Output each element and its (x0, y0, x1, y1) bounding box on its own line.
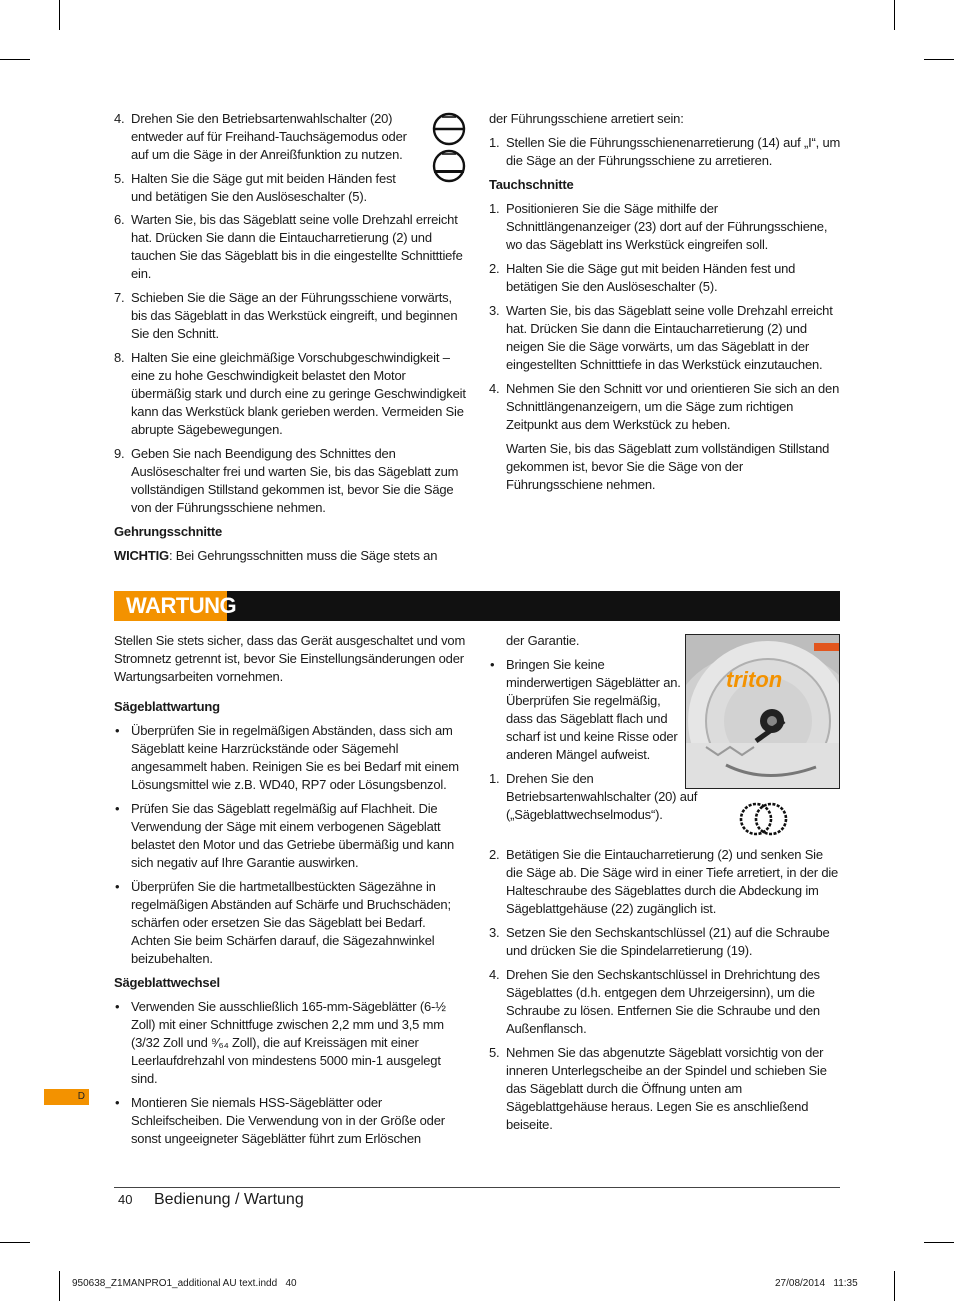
footer-section-title: Bedienung / Wartung (154, 1191, 304, 1208)
list-item-text: Setzen Sie den Sechskantschlüssel (21) auf die Schraube und drücken Sie die Spindelarretierung (19). (506, 925, 830, 958)
bullet-icon: • (115, 1095, 120, 1110)
list-item: 4. Drehen Sie den Sechskantschlüssel in Drehrichtung des Sägeblattes (d.h. entgegen dem Uhrzeigersinn), um die Schraube zu lösen. Entfernen Sie die Schraube und den Außenflansch. (489, 967, 820, 1036)
list-item: 4. Drehen Sie den Betriebsartenwahlschalter (20) entweder auf für Freihand-Tauchsägemodus oder auf um die Säge in der Anreißfunktion zu nutzen. (114, 111, 407, 162)
list-item-text: Halten Sie die Säge gut mit beiden Händen fest und betätigen Sie den Auslöseschalter (5). (131, 171, 396, 204)
footer-rule (114, 1187, 840, 1188)
crop-mark (924, 1242, 954, 1243)
list-item: 2. Betätigen Sie die Eintaucharretierung (2) und senken Sie die Säge ab. Die Säge wird in einer Tiefe arretiert, in der die Halteschraube des Sägeblattes durch die Abdeckung im Sägeblattgehäuse (22) zugänglich ist. (489, 847, 839, 916)
section-heading: Sägeblattwartung (114, 699, 220, 714)
page-number: 40 (118, 1192, 133, 1207)
bottom-right-upper (489, 632, 698, 830)
important-text: : Bei Gehrungsschnitten muss die Säge stets an (168, 548, 438, 563)
list-item-text: Betätigen Sie die Eintaucharretierung (2) und senken Sie die Säge ab. Die Säge wird in einer Tiefe arretiert, in der die Halteschraube des Sägeblattes durch die Abdeckung im Sägeblattgehäuse (22) zugänglich ist. (506, 847, 839, 916)
top-right-column (489, 110, 841, 500)
list-item-text: Halten Sie eine gleichmäßige Vorschubgeschwindigkeit – eine zu hohe Geschwindigkeit belastet den Motor übermäßig stark und durch eine zu geringe Geschwindigkeit kann das Werkstück blank gerieben werden. Vermeiden Sie abrupte Sägebewegungen. (131, 350, 466, 437)
bullet-text: Verwenden Sie ausschließlich 165-mm-Sägeblätter (6-½ Zoll) mit einer Schnittfuge zwischen 2,2 mm und 3,5 mm (3/32 Zoll und ⁹⁄₆₄ Zoll), die auf Kreissägen mit einer Leerlaufdrehzahl von mindestens 5000 min-1 ausgelegt sind. (131, 999, 446, 1086)
bullet-item (114, 878, 466, 968)
list-item-text: Nehmen Sie den Schnitt vor und orientieren Sie sich an den Schnittlängenanzeigern, um die Säge zum richtigen Zeitpunkt aus dem Werkstück zu heben. (506, 381, 840, 432)
list-item: 7. Schieben Sie die Säge an der Führungsschiene vorwärts, bis das Sägeblatt in das Werkstück eingreift, und beginnen Sie den Schnitt. (114, 290, 458, 341)
list-item: 8. Halten Sie eine gleichmäßige Vorschubgeschwindigkeit – eine zu hohe Geschwindigkeit belastet den Motor übermäßig stark und durch eine zu geringe Geschwindigkeit kann das Werkstück blank gerieben werden. Vermeiden Sie abrupte Sägebewegungen. (114, 350, 466, 437)
bullet-item (114, 1094, 466, 1148)
list-item-text: Nehmen Sie das abgenutzte Sägeblatt vorsichtig von der inneren Unterlegscheibe an der Spindel und schieben Sie das Sägeblatt durch die Öffnung unten am Sägeblattgehäuse heraus. Legen Sie es anschließend beiseite. (506, 1045, 827, 1132)
bullet-text: Bringen Sie keine minderwertigen Sägeblätter an. Überprüfen Sie regelmäßig, dass das Sägeblatt flach und scharf ist und keine Risse oder anderen Mängel aufweist. (506, 657, 681, 762)
list-item: 2. Halten Sie die Säge gut mit beiden Händen fest und betätigen Sie den Auslöseschalter (5). (489, 261, 796, 294)
crop-mark (894, 1271, 895, 1301)
list-item: 3. Setzen Sie den Sechskantschlüssel (21) auf die Schraube und drücken Sie die Spindelarretierung (19). (489, 925, 830, 958)
bullet-icon: • (115, 879, 120, 894)
list-item: 5. Halten Sie die Säge gut mit beiden Händen fest und betätigen Sie den Auslöseschalter (5). (114, 171, 396, 204)
list-item-text: Warten Sie, bis das Sägeblatt seine volle Drehzahl erreicht hat. Drücken Sie dann die Eintaucharretierung (2) und neigen Sie die Säge vorwärts, um das Sägeblatt in der eingestellten Schnitttiefe in das Werkstück einzutauchen. (506, 303, 833, 372)
bullet-text: Prüfen Sie das Sägeblatt regelmäßig auf Flachheit. Die Verwendung der Säge mit einem verbogenen Sägeblatt belastet den Motor und das Getriebe übermäßig und kann sich negativ auf Ihre Garantie auswirken. (131, 801, 455, 870)
bullet-text: Montieren Sie niemals HSS-Sägeblätter oder Schleifscheiben. Die Verwendung von in der Größe oder sonst ungeeigneter Sägeblätter führt zum Erlöschen (131, 1095, 445, 1146)
bottom-left-column (114, 632, 466, 1154)
crop-mark (924, 59, 954, 60)
crop-mark (59, 1271, 60, 1301)
top-left-column (114, 110, 412, 212)
list-item-text: Schieben Sie die Säge an der Führungsschiene vorwärts, bis das Sägeblatt in das Werkstück eingreift, und beginnen Sie den Schnitt. (131, 290, 458, 341)
bullet-item (114, 998, 466, 1088)
list-item-text: Drehen Sie den Betriebsartenwahlschalter (20) entweder auf für Freihand-Tauchsägemodus oder auf um die Säge in der Anreißfunktion zu nutzen. (131, 111, 407, 162)
continuation-text: der Garantie. (506, 633, 580, 648)
intro-text: Stellen Sie stets sicher, dass das Gerät ausgeschaltet und vom Stromnetz getrennt ist, bevor Sie Einstellungsänderungen oder Wartungsarbeiten vornehmen. (114, 633, 466, 684)
important-note (114, 547, 466, 565)
list-item-text: Positionieren Sie die Säge mithilfe der Schnittlängenanzeiger (23) dort auf der Führungsschiene, wo das Sägeblatt ins Werkstück eingreifen soll. (506, 201, 828, 252)
bullet-text: Überprüfen Sie die hartmetallbestückten Sägezähne in regelmäßigen Abständen auf Schärfe und Bruchschäden; schärfen oder ersetzen Sie das Sägeblatt bei Bedarf. Achten Sie beim Schärfen darauf, die Sägezahnwinkel beizubehalten. (131, 879, 451, 966)
list-item-text: Drehen Sie den Betriebsartenwahlschalter (20) auf („Sägeblattwechselmodus“). (506, 771, 698, 822)
section-heading: Sägeblattwechsel (114, 975, 220, 990)
print-slug-file: 950638_Z1MANPRO1_additional AU text.indd 40 (72, 1278, 297, 1289)
list-item: 1. Drehen Sie den Betriebsartenwahlschalter (20) auf („Sägeblattwechselmodus“). (489, 771, 698, 822)
language-tab (44, 1089, 89, 1105)
bottom-right-lower (489, 846, 841, 1140)
list-item: 6. Warten Sie, bis das Sägeblatt seine volle Drehzahl erreicht hat. Drücken Sie dann die Eintaucharretierung (2) und tauchen Sie das Sägeblatt bis in die eingestellte Schnitttiefe ein. (114, 212, 463, 281)
crop-mark (59, 0, 60, 30)
photo-logo: triton (726, 667, 783, 692)
bullet-item (114, 722, 466, 794)
list-item: 3. Warten Sie, bis das Sägeblatt seine volle Drehzahl erreicht hat. Drücken Sie dann die Eintaucharretierung (2) und neigen Sie die Säge vorwärts, um das Sägeblatt in der eingestellten Schnitttiefe in das Werkstück einzutauchen. (489, 303, 833, 372)
continuation-text: der Führungsschiene arretiert sein: (489, 111, 684, 126)
bullet-icon: • (490, 657, 495, 672)
list-item-text: Geben Sie nach Beendigung des Schnittes den Auslöseschalter frei und warten Sie, bis das Sägeblatt zum vollständigen Stillstand gekommen ist, bevor Sie die Säge von der Führungsschiene nehmen. (131, 446, 459, 515)
top-left-column-lower (114, 211, 466, 571)
banner-title: WARTUNG (126, 593, 237, 618)
list-item-text: Halten Sie die Säge gut mit beiden Händen fest und betätigen Sie den Auslöseschalter (5). (506, 261, 796, 294)
saw-illustration (686, 635, 839, 788)
list-item-text: Warten Sie, bis das Sägeblatt seine volle Drehzahl erreicht hat. Drücken Sie dann die Eintaucharretierung (2) und tauchen Sie das Sägeblatt bis in die eingestellte Schnitttiefe ein. (131, 212, 463, 281)
list-item-text: Drehen Sie den Sechskantschlüssel in Drehrichtung des Sägeblattes (d.h. entgegen dem Uhrzeigersinn), um die Schraube zu lösen. Entfernen Sie die Schraube und den Außenflansch. (506, 967, 820, 1036)
print-slug-date: 27/08/2014 11:35 (775, 1278, 858, 1289)
list-item: 1. Stellen Sie die Führungsschienenarretierung (14) auf „I“, um die Säge an der Führungsschiene zu arretieren. (489, 135, 841, 168)
bullet-icon: • (115, 801, 120, 816)
section-heading: Tauchschnitte (489, 177, 574, 192)
saw-photo (685, 634, 840, 789)
crop-mark (0, 59, 30, 60)
section-banner (114, 591, 840, 621)
blade-change-mode-icon (738, 800, 790, 838)
crop-mark (894, 0, 895, 30)
important-label: WICHTIG (114, 548, 169, 563)
bullet-icon: • (115, 723, 120, 738)
list-item: 1. Positionieren Sie die Säge mithilfe der Schnittlängenanzeiger (23) dort auf der Führungsschiene, wo das Sägeblatt ins Werkstück eingreifen soll. (489, 201, 828, 252)
bullet-item (114, 800, 466, 872)
bullet-text: Überprüfen Sie in regelmäßigen Abständen, dass sich am Sägeblatt keine Harzrückstände oder Sägemehl angesammelt haben. Reinigen Sie es bei Bedarf mit einem Lösungsmittel wie z.B. WD40, RP7 oder Lösungsbenzol. (131, 723, 459, 792)
list-item: 4. Nehmen Sie den Schnitt vor und orientieren Sie sich an den Schnittlängenanzeigern, um die Säge zum richtigen Zeitpunkt aus dem Werkstück zu heben. (489, 381, 840, 432)
plunge-note: Warten Sie, bis das Sägeblatt zum vollständigen Stillstand gekommen ist, bevor Sie die Säge von der Führungsschiene nehmen. (506, 441, 830, 492)
list-item: 5. Nehmen Sie das abgenutzte Sägeblatt vorsichtig von der inneren Unterlegscheibe an der Spindel und schieben Sie das Sägeblatt durch die Öffnung unten am Sägeblattgehäuse heraus. Legen Sie es anschließend beiseite. (489, 1045, 827, 1132)
list-item: 9. Geben Sie nach Beendigung des Schnittes den Auslöseschalter frei und warten Sie, bis das Sägeblatt zum vollständigen Stillstand gekommen ist, bevor Sie die Säge von der Führungsschiene nehmen. (114, 446, 459, 515)
crop-mark (0, 1242, 30, 1243)
section-heading: Gehrungsschnitte (114, 524, 223, 539)
bullet-item (489, 656, 685, 764)
language-tab-label: D (77, 1091, 85, 1102)
bullet-icon: • (115, 999, 120, 1014)
list-item-text: Stellen Sie die Führungsschienenarretierung (14) auf „I“, um die Säge an der Führungsschiene zu arretieren. (506, 135, 841, 168)
freehand-mode-icon (432, 112, 466, 146)
scribe-mode-icon (432, 149, 466, 183)
